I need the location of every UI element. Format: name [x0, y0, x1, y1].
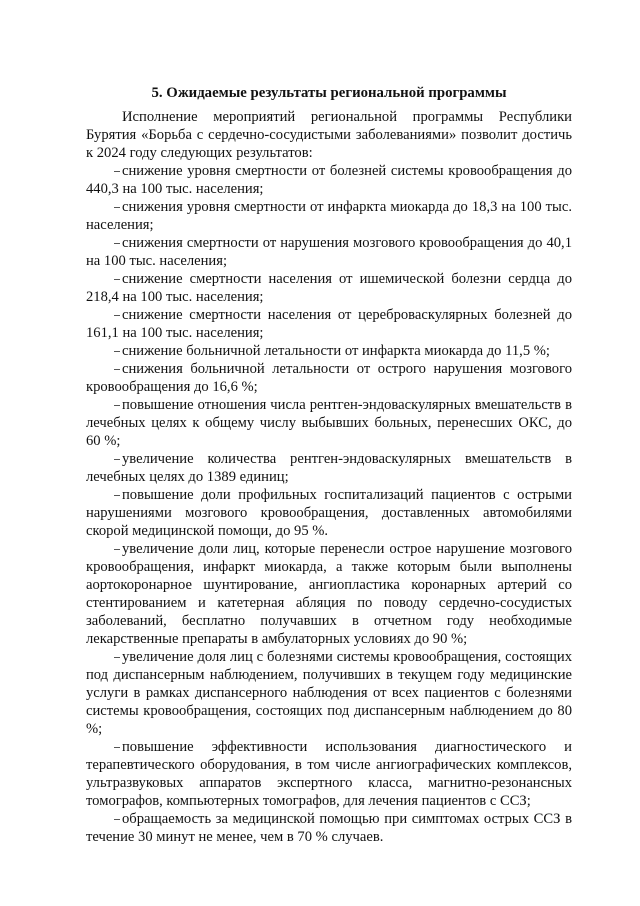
section-heading: 5. Ожидаемые результаты региональной программы — [151, 85, 507, 101]
dash-marker — [114, 747, 120, 748]
result-item-3 — [86, 234, 572, 270]
result-item-text: снижения смертности от нарушения мозгового кровообращения до 40,1 на 100 тыс. населения; — [86, 235, 572, 269]
result-item-text: снижение больничной летальности от инфаркта миокарда до 11,5 %; — [122, 343, 550, 359]
result-item-14 — [86, 810, 572, 846]
result-item-6 — [86, 342, 572, 360]
result-item-11 — [86, 540, 572, 648]
intro-paragraph: Исполнение мероприятий региональной программы Республики Бурятия «Борьба с сердечно-сосудистыми заболеваниями» позволит достичь к 2024 году следующих результатов: — [86, 109, 572, 161]
result-item-text: увеличение количества рентген-эндоваскулярных вмешательств в лечебных целях до 1389 единиц; — [86, 451, 572, 485]
dash-marker — [114, 207, 120, 208]
result-item-text: снижение смертности населения от цереброваскулярных болезней до 161,1 на 100 тыс. населения; — [86, 307, 572, 341]
result-item-text: снижение уровня смертности от болезней системы кровообращения до 440,3 на 100 тыс. населения; — [86, 163, 572, 197]
result-item-text: повышение доли профильных госпитализаций пациентов с острыми нарушениями мозгового кровообращения, доставленных автомобилями скорой медицинской помощи, до 95 %. — [86, 487, 572, 539]
dash-marker — [114, 351, 120, 352]
result-item-text: обращаемость за медицинской помощью при симптомах острых ССЗ в течение 30 минут не менее, чем в 70 % случаев. — [86, 811, 572, 845]
result-item-1 — [86, 162, 572, 198]
dash-marker — [114, 171, 120, 172]
result-item-8 — [86, 396, 572, 450]
result-item-text: снижение смертности населения от ишемической болезни сердца до 218,4 на 100 тыс. населения; — [86, 271, 572, 305]
result-item-4 — [86, 270, 572, 306]
dash-marker — [114, 405, 120, 406]
dash-marker — [114, 549, 120, 550]
result-item-7 — [86, 360, 572, 396]
dash-marker — [114, 315, 120, 316]
result-item-text: увеличение доля лиц с болезнями системы кровообращения, состоящих под диспансерным наблюдением, получивших в текущем году медицинские услуги в рамках диспансерного наблюдения от всех пациентов с болезнями системы кровообращения, состоящих под диспансерным наблюдением до 80 %; — [86, 649, 572, 737]
dash-marker — [114, 459, 120, 460]
result-item-text: снижения уровня смертности от инфаркта миокарда до 18,3 на 100 тыс. населения; — [86, 199, 572, 233]
result-item-10 — [86, 486, 572, 540]
document-content — [86, 84, 572, 846]
dash-marker — [114, 495, 120, 496]
result-item-text: повышение эффективности использования диагностического и терапевтического оборудования, в том числе ангиографических комплексов, ультразвуковых аппаратов экспертного класса, магнитно-резонансных томографов, компьютерных томографов, для лечения пациентов с ССЗ; — [86, 739, 572, 809]
result-item-13 — [86, 738, 572, 810]
result-item-5 — [86, 306, 572, 342]
dash-marker — [114, 243, 120, 244]
dash-marker — [114, 819, 120, 820]
result-item-text: снижения больничной летальности от острого нарушения мозгового кровообращения до 16,6 %; — [86, 361, 572, 395]
dash-marker — [114, 279, 120, 280]
result-item-text: повышение отношения числа рентген-эндоваскулярных вмешательств в лечебных целях к общему числу выбывших больных, перенесших ОКС, до 60 %; — [86, 397, 572, 449]
dash-marker — [114, 657, 120, 658]
dash-marker — [114, 369, 120, 370]
result-item-2 — [86, 198, 572, 234]
result-item-text: увеличение доли лиц, которые перенесли острое нарушение мозгового кровообращения, инфаркт миокарда, а также которым были выполнены аортокоронарное шунтирование, ангиопластика коронарных артерий со стентированием и катетерная абляция по поводу сердечно-сосудистых заболеваний, бесплатно получавших в отчетном году необходимые лекарственные препараты в амбулаторных условиях до 90 %; — [86, 541, 572, 647]
result-item-12 — [86, 648, 572, 738]
result-item-9 — [86, 450, 572, 486]
